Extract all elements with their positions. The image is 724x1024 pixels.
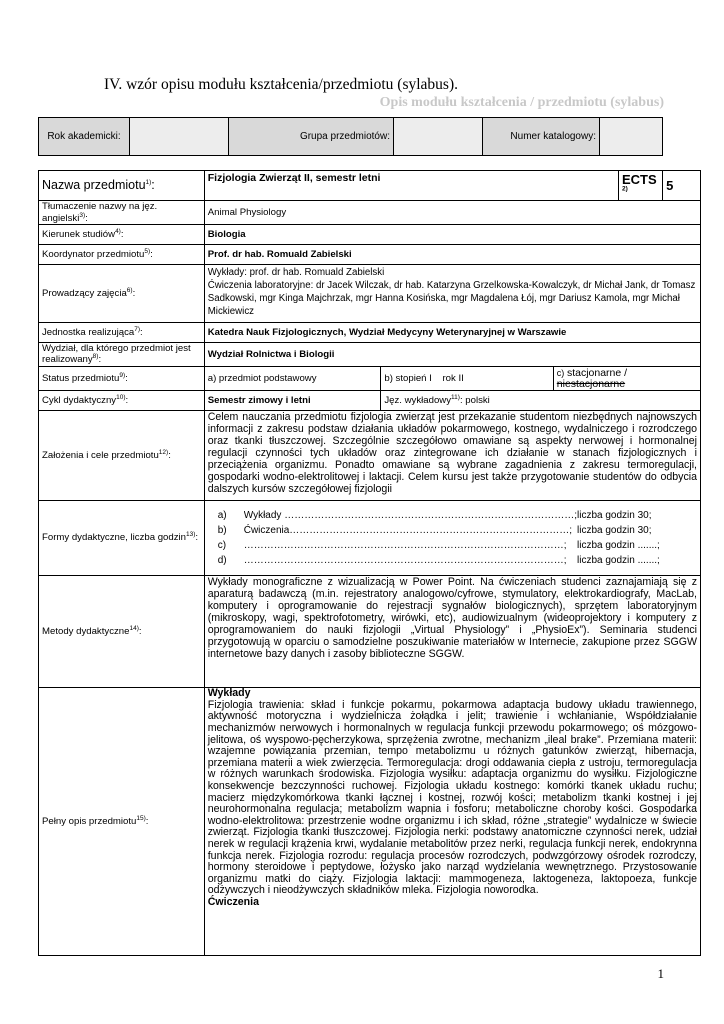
row-coordinator [39, 245, 701, 265]
faculty-value: Wydział Rolnictwa i Biologii [204, 343, 700, 367]
academic-year-value [130, 118, 229, 156]
row-field [39, 225, 701, 245]
forms-item: b) Ćwiczenia…………………………………………………………………………; liczba godzin 30; [217, 525, 652, 537]
catalog-number-label: Numer katalogowy: [483, 118, 600, 156]
status-label: Status przedmiotu$^{9)}$: [39, 367, 205, 391]
instructors-label: Prowadzący zajęcia$^{6)}$: [39, 265, 205, 323]
row-goals [39, 411, 701, 501]
subject-name-value: Fizjologia Zwierząt II, semestr letni [204, 171, 618, 201]
coordinator-value: Prof. dr hab. Romuald Zabielski [204, 245, 700, 265]
status-c-struck: niestacjonarne [556, 377, 626, 390]
row-translation [39, 201, 701, 225]
goals-label: Założenia i cele przedmiotu$^{12)}$: [39, 411, 205, 501]
document-subtitle: Opis modułu kształcenia / przedmiotu (sylabus) [379, 95, 664, 110]
row-unit [39, 323, 701, 343]
subject-group-value [394, 118, 483, 156]
header-table [38, 117, 663, 156]
row-cycle [39, 391, 701, 411]
methods-value: Wykłady monograficzne z wizualizacją w Power Point. Na ćwiczeniach studenci zaznajamiają się z aparaturą badawczą (m.in. rejestratory analogowo/cyfrowe, stymulatory, elektrokardiografy, MacLab, komputery i oprogramowanie do rejestracji sygnałów biologicznych), sprzętem laboratoryjnym (mikroskopy, wagi, spektrofotometry, wirówki, etc), audiowizualnym (wideoprojektory i komputery z oprogramowaniem do nauki fizjologii „Virtual Physiology” i „PhysioEx”). Seminaria studenci przygotowują w oparciu o samodzielne poszukiwanie materiałów w Internecie, zakupione przez SGGW internetowe bazy danych i zasoby biblioteczne SGGW. [204, 576, 700, 688]
row-faculty [39, 343, 701, 367]
ects-value: 5 [663, 171, 701, 201]
exercises-heading: Ćwiczenia [207, 895, 259, 908]
description-value [204, 688, 700, 956]
coordinator-label: Koordynator przedmiotu$^{5)}$: [39, 245, 205, 265]
unit-value: Katedra Nauk Fizjologicznych, Wydział Medycyny Weterynaryjnej w Warszawie [204, 323, 700, 343]
subject-group-label: Grupa przedmiotów: [229, 118, 394, 156]
row-description [39, 688, 701, 956]
forms-value [204, 501, 700, 576]
syllabus-table [38, 170, 701, 956]
unit-label: Jednostka realizująca$^{7)}$: [39, 323, 205, 343]
forms-item: c) ……………………………………………………………………………………; liczba godzin .......; [217, 540, 660, 552]
row-instructors [39, 265, 701, 323]
row-forms [39, 501, 701, 576]
language: Jęz. wykładowy$^{11)}$: polski [381, 391, 701, 411]
status-a: a) przedmiot podstawowy [204, 367, 381, 391]
faculty-label: Wydział, dla którego przedmiot jest realizowany$^{8)}$: [39, 343, 205, 367]
academic-year-label: Rok akademicki: [39, 118, 130, 156]
status-c: c) stacjonarne / niestacjonarne [553, 367, 700, 391]
instructors-lectures: Wykłady: prof. dr hab. Romuald Zabielski [207, 267, 385, 279]
forms-item: d) ……………………………………………………………………………………; liczba godzin .......; [217, 555, 660, 567]
forms-label: Formy dydaktyczne, liczba godzin$^{13)}$: [39, 501, 205, 576]
translation-value: Animal Physiology [204, 201, 700, 225]
field-value: Biologia [204, 225, 700, 245]
row-subject-name [39, 171, 701, 201]
ects-label: ECTS $^{2)}$ [618, 171, 662, 201]
row-methods [39, 576, 701, 688]
status-b: b) stopień I rok II [381, 367, 553, 391]
lectures-heading: Wykłady [207, 687, 251, 700]
forms-item: a) Wykłady ……………………………………………………………………………; liczba godzin 30; [217, 510, 652, 522]
goals-value: Celem nauczania przedmiotu fizjologia zwierząt jest przekazanie studentom niezbędnych najnowszych informacji z zakresu podstaw działania układów pokarmowego, kostnego, wydalniczego i rozrodczego oraz tkanki tłuszczowej. Szczególnie szczegółowo omawiane są aspekty nerwowej i hormonalnej regulacji czynności tych układów oraz zintegrowane ich działanie w stanach fizjologicznych i przeciążenia organizmu. Ponadto omawiane są wybrane zagadnienia z zakresu termoregulacji, gospodarki wodno-elektrolitowej i laktacji. Celem kursu jest także przygotowanie studentów do odbycia dalszych kursów szczegółowej fizjologii [204, 411, 700, 501]
field-label: Kierunek studiów$^{4)}$: [39, 225, 205, 245]
page-number: 1 [657, 966, 664, 981]
cycle-label: Cykl dydaktyczny$^{10)}$: [39, 391, 205, 411]
row-status [39, 367, 701, 391]
methods-label: Metody dydaktyczne$^{14)}$: [39, 576, 205, 688]
instructors-value [204, 265, 700, 323]
instructors-labs: Ćwiczenia laboratoryjne: dr Jacek Wilczak, dr hab. Katarzyna Grzelkowska-Kowalczyk, dr Michał Jank, dr Tomasz Sadkowski, mgr Kinga Majchrzak, mgr Hanna Kosińska, mgr Magdalena Łój, mgr Dariusz Kamola, mgr Michał Mickiewicz [207, 280, 696, 318]
subject-name-label: Nazwa przedmiotu$^{1)}$: [39, 171, 205, 201]
document-title: IV. wzór opisu modułu kształcenia/przedmiotu (sylabus). [104, 76, 458, 93]
catalog-number-value [600, 118, 663, 156]
cycle-value: Semestr zimowy i letni [204, 391, 381, 411]
lectures-text: Fizjologia trawienia: skład i funkcje pokarmu, pokarmowa adaptacja budowy układu trawiennego, aktywność motoryczna i wydzielnicza żołądka i jelit; trawienie i wchłanianie, Współdziałanie mechanizmów nerwowych i hormonalnych w regulacja funkcji przewodu pokarmowego; oś mózgowo-jelitowa, oś wyspowo-pęcherzykowa, sprzężenia zwrotne, mechanizm „ileal brake”. Przemiana materii: wzajemne powiązania przemian, tempo metabolizmu u różnych gatunków zwierząt, hibernacja, przemiana materii a wiek zwierzęcia. Termoregulacja: drogi oddawania ciepła z ustroju, termoregulacja w różnych warunkach środowiska. Fizjologia wysiłku: adaptacja organizmu do wysiłku. Fizjologiczne konsekwencje bezczynności ruchowej. Fizjologia układu kostnego: komórki tkanek układu ruchu; macierz międzykomórkowa tkanki łącznej i kostnej, rozwój kości; metabolizm tkanki kostnej i jej neurohormonalna regulacja; metabolizm wapnia i fosforu; metaboliczne choroby kości. Gospodarka wodno-elektrolitowa: przestrzenie wodne organizmu i ich skład, różne „strategie” wydalnicze w świecie zwierząt. Fizjologia tkanki tłuszczowej. Fizjologia nerki: podstawy anatomiczne czynności nerek, udział nerek w regulacji krążenia krwi, wydalanie metabolitów przez nerki, regulacja funkcji nerek, endokrynna funkcja nerek. Fizjologia rozrodu: regulacja procesów rozrodczych, podwzgórzowy ośrodek rozrodczy, hormony steroidowe i peptydowe, łożysko jako narząd wydzielania wewnętrznego. Przystosowanie organizmu matki do ciąży. Fizjologia laktacji: mammogeneza, laktogeneza, laktopoeza, funkcje odżywczych i nieodżywczych składników mleka. Fizjologia noworodka. [207, 698, 697, 897]
description-label: Pełny opis przedmiotu$^{15)}$: [39, 688, 205, 956]
translation-label: Tłumaczenie nazwy na jęz. angielski$^{3)}$: [39, 201, 205, 225]
